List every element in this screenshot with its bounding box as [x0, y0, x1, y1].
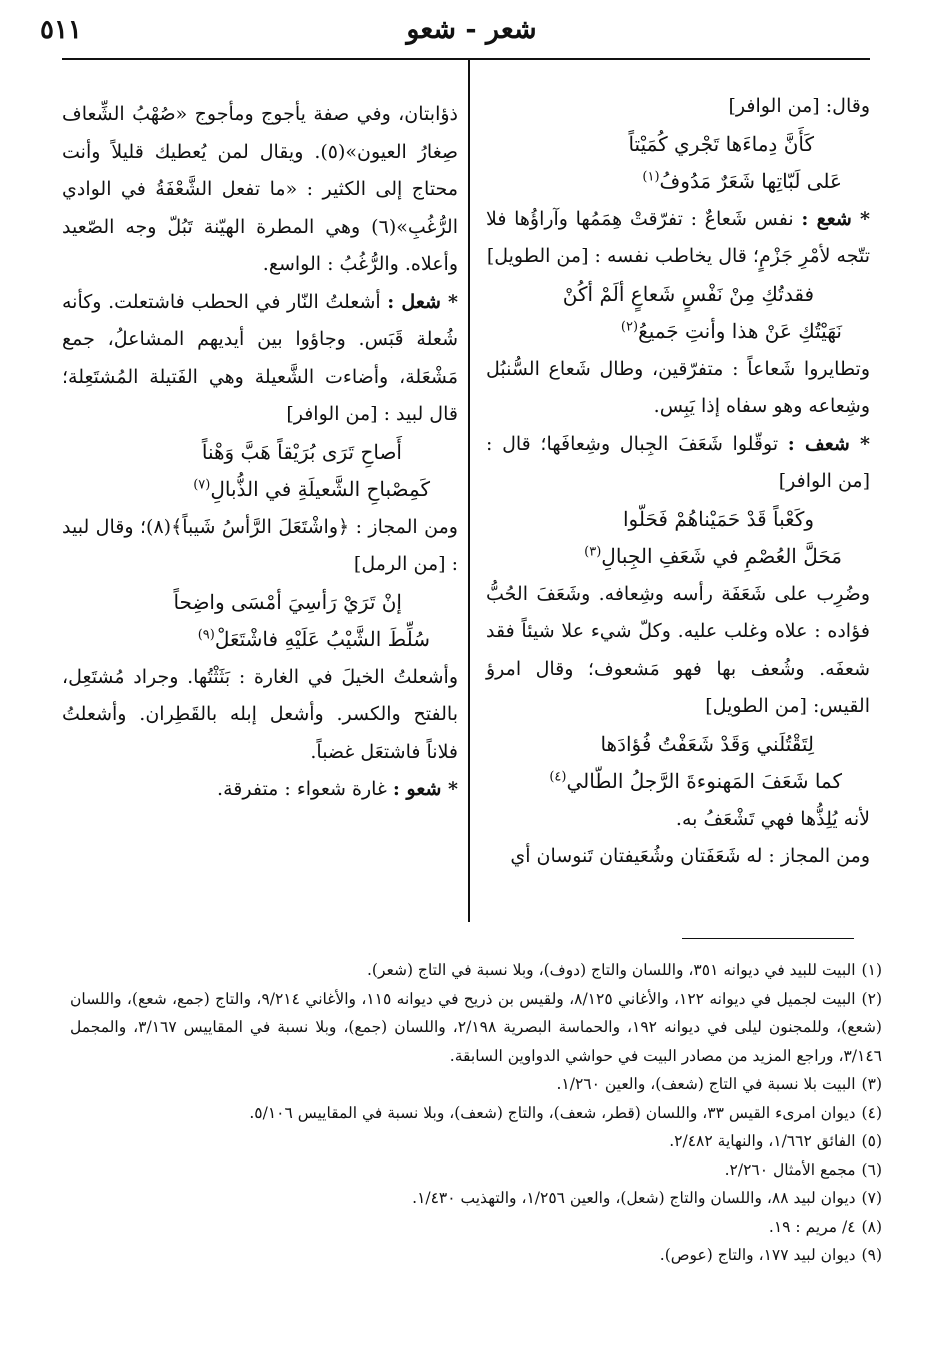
verse-text: مَحَلَّ العُصْمِ في شَعَفِ الجِبالِ	[601, 544, 842, 568]
footnote-number: (٦)	[861, 1160, 882, 1179]
footnote-number: (٥)	[861, 1132, 882, 1150]
footnote-number: (٣)	[861, 1075, 882, 1093]
footnote-text: ديوان لبيد ١٧٧، والتاج (عوص).	[659, 1246, 856, 1264]
paragraph: ومن المجاز : ﴿واشْتَعَلَ الرَّأسُ شَيباً﴾(٨)؛ وقال لبيد : [من الرمل]	[62, 515, 458, 575]
dictionary-entry	[62, 284, 458, 434]
entry-text: غارة شعواء : متفرقة.	[217, 778, 387, 800]
entry-text: توقّلوا شَعَفَ الجِبال وشِعافَها؛ قال : [من الوافر]	[486, 432, 870, 492]
running-header-title: شعر - شعو	[406, 14, 537, 45]
entry-headword: * شعع :	[801, 207, 870, 230]
paragraph: وأشعلتُ الخيلَ في الغارة : بَثَثْتُها. وجراد مُشتَعِل، بالفتح والكسر. وأشعل إبله بالقَطِران. وأشعلتُ فلاناً فاشتعَل غضباً.	[62, 665, 458, 763]
verse-text: عَلى لَبّاتِها شَعَرٌ مَدُوفُ	[659, 169, 842, 193]
footnote-number: (٧)	[861, 1189, 882, 1207]
footnote-marker: (١)	[642, 169, 660, 185]
verse-text: كَأَنَّ دِماءَها تَجْري كُمَيْتاً	[628, 131, 814, 156]
verse-second-hemistich	[486, 538, 870, 576]
footnote-item	[70, 956, 882, 985]
verse-first-hemistich	[486, 501, 870, 539]
verse-text: أَصاحِ تَرَى بُرَيْقاً هَبَّ وَهْناً	[201, 439, 402, 464]
footnote-text: الفائق ١/٦٦٢، والنهاية ٢/٤٨٢.	[669, 1132, 856, 1150]
footnote-number: (٤)	[861, 1103, 882, 1122]
footnote-item	[70, 1070, 882, 1099]
entry-headword: * شعل :	[387, 290, 458, 313]
verse-text: نَهَيْتُكِ عَنْ هذا وأنتِ جَميعُ	[638, 319, 842, 343]
footnote-text: البيت بلا نسبة في التاج (شعف)، والعين ١/٢٦٠.	[556, 1075, 856, 1093]
verse-text: كَمِصْباحِ الشَّعيلَةِ في الذُّبالِ	[210, 477, 430, 501]
footnote-item	[70, 1127, 882, 1156]
footnote-item	[70, 1213, 882, 1242]
verse-first-hemistich	[62, 584, 458, 622]
footnote-item	[70, 1156, 882, 1185]
right-column	[486, 88, 870, 876]
footnote-text: ٤/ مريم : ١٩.	[768, 1217, 856, 1236]
verse-second-hemistich	[62, 621, 458, 659]
dictionary-entry	[62, 771, 458, 809]
footnote-text: ديوان امرىء القيس ٣٣، واللسان (قطر، شعف)، والتاج (شعف)، وبلا نسبة في المقاييس ٥/١٠٦.	[249, 1103, 856, 1122]
header-rule	[62, 58, 870, 60]
paragraph: وضُرِب على شَعَفَة رأسه وشِعافه. وشَعَفَ الحُبُّ فؤاده : علاه وغلب عليه. وكلّ شيء علا شيئاً فقد شعفَه. وشُعف بها فهو مَشعوف؛ وقال امرؤ القيس: [من الطويل]	[486, 582, 870, 717]
entry-headword: * شعو :	[392, 778, 458, 800]
paragraph: وتطايروا شَعاعاً : متفرّقين، وطال شَعاع السُّنبُل وشِعاعه وهو سفاه إذا يَبِس.	[486, 357, 870, 417]
footnote-marker: (٤)	[549, 769, 567, 785]
verse-second-hemistich	[486, 763, 870, 801]
verse-first-hemistich	[62, 434, 458, 472]
verse-second-hemistich	[62, 471, 458, 509]
footnote-text: البيت للبيد في ديوانه ٣٥١، واللسان والتاج (دوف)، وبلا نسبة في التاج (شعر).	[366, 961, 856, 979]
footnote-number: (١)	[861, 961, 882, 979]
footnote-rule	[682, 938, 854, 939]
footnotes-list	[70, 956, 882, 1270]
footnote-text: مجمع الأمثال ٢/٢٦٠.	[724, 1160, 856, 1179]
dictionary-entry	[486, 426, 870, 501]
footnote-item	[70, 985, 882, 1071]
entry-headword: * شعف :	[787, 432, 870, 455]
verse-first-hemistich	[486, 276, 870, 314]
verse-text: وكَعْباً قَدْ حَمَيْناهُمْ فَحَلّوا	[622, 506, 814, 531]
footnote-number: (٩)	[861, 1246, 882, 1264]
footnote-text: ديوان لبيد ٨٨، واللسان والتاج (شعل)، والعين ١/٢٥٦، والتهذيب ١/٤٣٠.	[412, 1189, 856, 1207]
paragraph: ذؤابتان، وفي صفة يأجوج ومأجوج «صُهْبُ الشِّعاف صِغارُ العيون»(٥). ويقال لمن يُعطيك قليلاً وأنت محتاج إلى الكثير : «ما تفعل الشَّعْفَةُ في الوادي الرُّغُبِ»(٦) وهي المطرة الهيّنة تَبُلّ وجه الصّعيد وأعلاه. والرُّغُبُ : الواسع.	[62, 103, 458, 275]
verse-first-hemistich	[486, 726, 870, 764]
verse-second-hemistich	[486, 313, 870, 351]
footnote-item	[70, 1184, 882, 1213]
verse-second-hemistich	[486, 163, 870, 201]
paragraph: لأنه يُلِذُّها فهي تَشْعَفُ به.	[675, 807, 870, 830]
verse-text: إنْ تَرَيْ رَأسِيَ أمْسَى واضِحاً	[173, 589, 402, 614]
footnote-item	[70, 1241, 882, 1270]
left-column	[62, 96, 458, 809]
footnote-marker: (٢)	[620, 319, 639, 335]
column-divider	[468, 60, 470, 922]
verse-first-hemistich	[486, 126, 870, 164]
entry-text: نفس شَعاعٌ : تفرّقتْ هِمَمُها وآراؤُها فلا تتّجه لأمْرِ جَزْمٍ؛ قال يخاطب نفسه : [من الطويل]	[486, 207, 870, 267]
footnote-item	[70, 1099, 882, 1128]
paragraph: ومن المجاز : له شَعَفَتان وشُعَيفتان تَنوسان أي	[510, 845, 870, 867]
verse-text: لِتَقْتُلَني وَقَدْ شَعَفْتُ فُؤادَها	[600, 731, 814, 756]
dictionary-entry	[486, 201, 870, 276]
footnote-text: البيت لجميل في ديوانه ١٢٢، والأغاني ٨/١٢٥، ولقيس بن ذريح في ديوانه ١١٥، والأغاني ٩/٢١٤، والتاج (جمع، شعع)، واللسان (شعع)، وللمجنون ليلى في ديوانه ١٩٢، والحماسة البصرية ٢/١٩٨، واللسان (جمع)، وبلا نسبة في المقاييس ٣/١٦٧، والمجمل ٣/١٤٦، وراجع المزيد من مصادر البيت في حواشي الدواوين السابقة.	[70, 989, 882, 1065]
footnote-marker: (٧)	[193, 477, 211, 493]
footnote-marker: (٩)	[197, 627, 215, 643]
verse-text: فقدتُكِ مِنْ نَفْسٍ شَعاعٍ ألَمْ أكُنْ	[562, 281, 814, 306]
footnote-number: (٨)	[861, 1217, 882, 1236]
footnote-number: (٢)	[861, 989, 882, 1008]
verse-text: كما شَعَفَ المَهنوءةَ الرَّجلُ الطّالي	[566, 769, 842, 793]
verse-text: سُلِّطَ الشَّيْبُ عَلَيْهِ فاشْتَعَلْ	[214, 627, 430, 651]
page-number: ٥١١	[40, 15, 82, 45]
footnote-marker: (٣)	[584, 544, 602, 560]
verse-source-line: وقال: [من الوافر]	[728, 95, 870, 117]
entry-text: أشعلتُ النّار في الحطب فاشتعلت. وكأنه شُعلة قَبَس. وجاؤوا بين أيديهم المشاعلُ، جمع مَشْعَلة، وأضاءت الشَّعيلة وهي الفَتيلة المُشتَعِلة؛ قال لبيد : [من الوافر]	[62, 290, 458, 425]
